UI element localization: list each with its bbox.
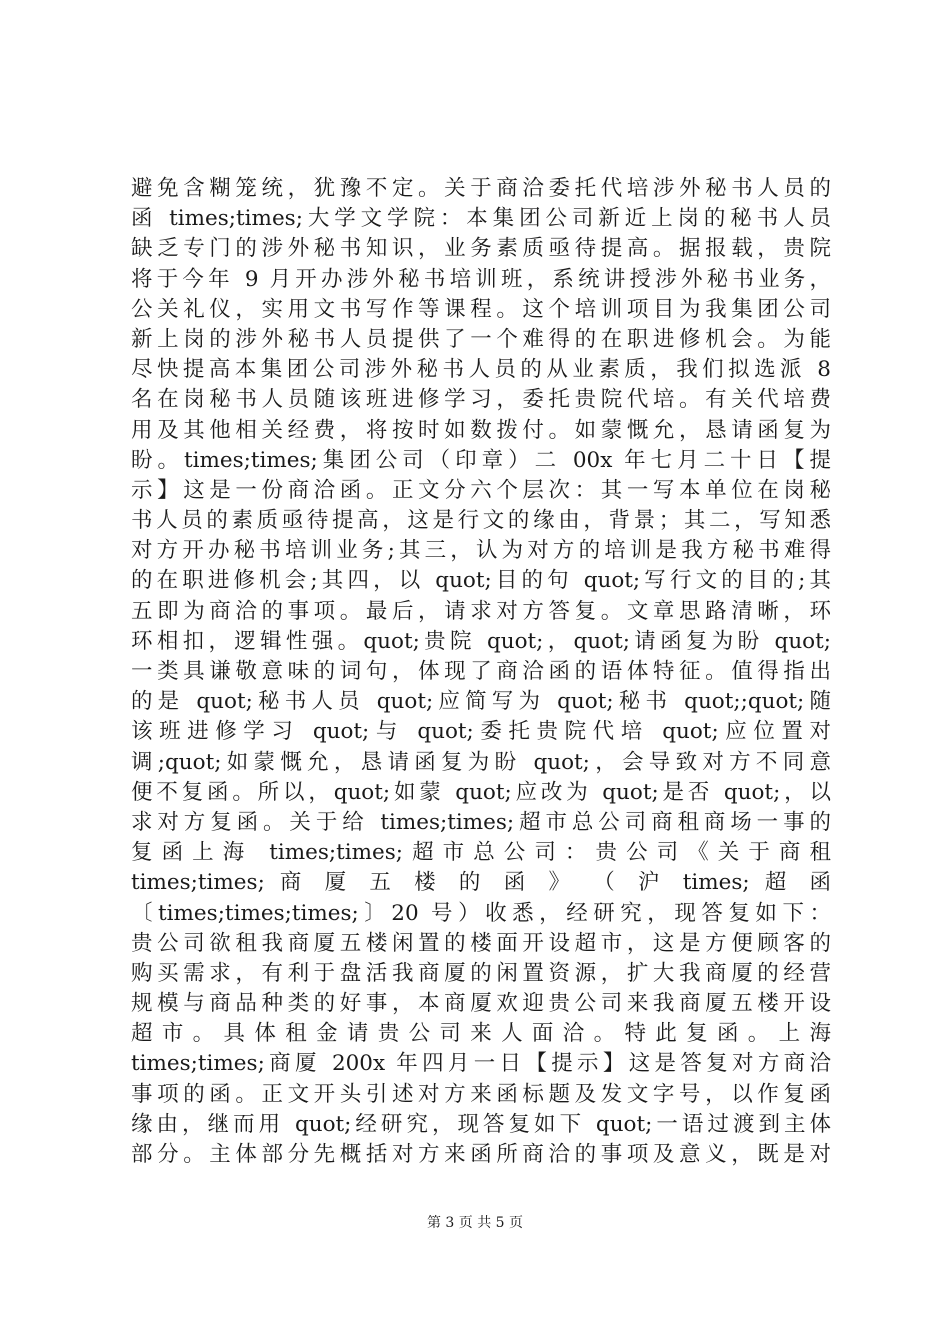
body-text [131,174,831,1170]
text-line-24: times;times; 商 厦 五 楼 的 函 》 （ 沪 times; 超 函 [131,870,831,896]
text-line-3: 缺乏专门的涉外秘书知识，业务素质亟待提高。据报载，贵院 [131,236,831,262]
text-line-16: 环相扣，逻辑性强。quot;贵院 quot;，quot;请函复为盼 quot; [131,628,831,654]
text-line-5: 公关礼仪，实用文书写作等课程。这个培训项目为我集团公司 [131,296,831,322]
text-line-31: 事项的函。正文开头引述对方来函标题及发文字号，以作复函 [131,1081,831,1107]
text-line-23: 复函上海 times;times;超市总公司：贵公司《关于商租 [131,840,831,866]
text-line-8: 名在岗秘书人员随该班进修学习，委托贵院代培。有关代培费 [131,387,831,413]
text-line-28: 规模与商品种类的好事，本商厦欢迎贵公司来我商厦五楼开设 [131,991,831,1017]
text-line-32: 缘由，继而用 quot;经研究，现答复如下 quot;一语过渡到主体 [131,1111,831,1137]
text-line-19: 该班进修学习 quot;与 quot;委托贵院代培 quot;应位置对 [131,719,831,745]
text-line-21: 便不复函。所以，quot;如蒙 quot;应改为 quot;是否 quot;，以 [131,779,831,805]
text-line-33: 部分。主体部分先概括对方来函所商洽的事项及意义，既是对 [131,1142,831,1167]
text-line-27: 购买需求，有利于盘活我商厦的闲置资源，扩大我商厦的经营 [131,960,831,986]
text-line-10: 盼。times;times;集团公司（印章）二 00x 年七月二十日【提 [131,447,831,473]
text-line-30: times;times;商厦 200x 年四月一日【提示】这是答复对方商洽 [131,1051,831,1077]
text-line-11: 示】这是一份商洽函。正文分六个层次：其一写本单位在岗秘 [131,477,831,503]
text-line-22: 求对方复函。关于给 times;times;超市总公司商租商场一事的 [131,809,831,835]
text-line-9: 用及其他相关经费，将按时如数拨付。如蒙慨允，恳请函复为 [131,417,831,443]
page-number-footer: 第 3 页 共 5 页 [426,1215,524,1231]
text-line-1: 避免含糊笼统，犹豫不定。关于商洽委托代培涉外秘书人员的 [131,176,831,201]
text-line-15: 五即为商洽的事项。最后，请求对方答复。文章思路清晰，环 [131,598,831,624]
text-line-14: 的在职进修机会;其四，以 quot;目的句 quot;写行文的目的;其 [131,568,831,594]
text-line-12: 书人员的素质亟待提高，这是行文的缘由，背景；其二，写知悉 [131,508,831,534]
text-line-18: 的是 quot;秘书人员 quot;应简写为 quot;秘书 quot;;quot;随 [131,689,831,715]
text-line-13: 对方开办秘书培训业务;其三，认为对方的培训是我方秘书难得 [131,538,831,564]
text-line-4: 将于今年 9 月开办涉外秘书培训班，系统讲授涉外秘书业务， [131,266,831,292]
text-line-29: 超市。具体租金请贵公司来人面洽。特此复函。上海 [131,1021,831,1047]
text-line-26: 贵公司欲租我商厦五楼闲置的楼面开设超市，这是方便顾客的 [131,930,831,956]
text-line-6: 新上岗的涉外秘书人员提供了一个难得的在职进修机会。为能 [131,326,831,352]
text-line-25: 〔times;times;times;〕20 号）收悉，经研究，现答复如下： [131,900,831,926]
text-line-7: 尽快提高本集团公司涉外秘书人员的从业素质，我们拟选派 8 [131,357,831,383]
text-line-20: 调;quot;如蒙慨允，恳请函复为盼 quot;，会导致对方不同意 [131,749,831,775]
text-line-17: 一类具谦敬意味的词句，体现了商洽函的语体特征。值得指出 [131,659,831,684]
text-line-2: 函 times;times;大学文学院：本集团公司新近上岗的秘书人员 [131,206,831,232]
